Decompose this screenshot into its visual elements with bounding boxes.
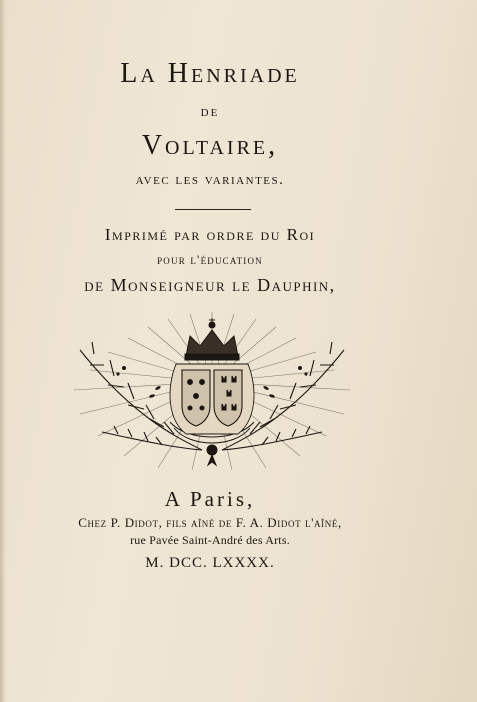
publisher-address: rue Pavée Saint-André des Arts. [130, 533, 290, 547]
royal-coat-of-arms-icon [62, 310, 362, 470]
shield-left [182, 370, 210, 426]
shield-right [214, 370, 242, 426]
imprint-line-2: pour l'éducation [157, 252, 263, 267]
publication-place: A Paris, [164, 487, 256, 511]
imprint-line-3: de Monseigneur le Dauphin, [84, 275, 336, 295]
publisher-line: Chez P. Didot, fils aîné de F. A. Didot l'aîné, [78, 515, 342, 530]
author-name: Voltaire, [141, 130, 279, 161]
title-preposition: de [200, 104, 220, 120]
subtitle: avec les variantes. [135, 172, 285, 188]
book-title: La Henriade [120, 58, 300, 89]
publication-date: M. DCC. LXXXX. [145, 555, 275, 571]
divider-rule [175, 209, 251, 210]
imprint-line-1: Imprimé par ordre du Roi [104, 225, 316, 244]
